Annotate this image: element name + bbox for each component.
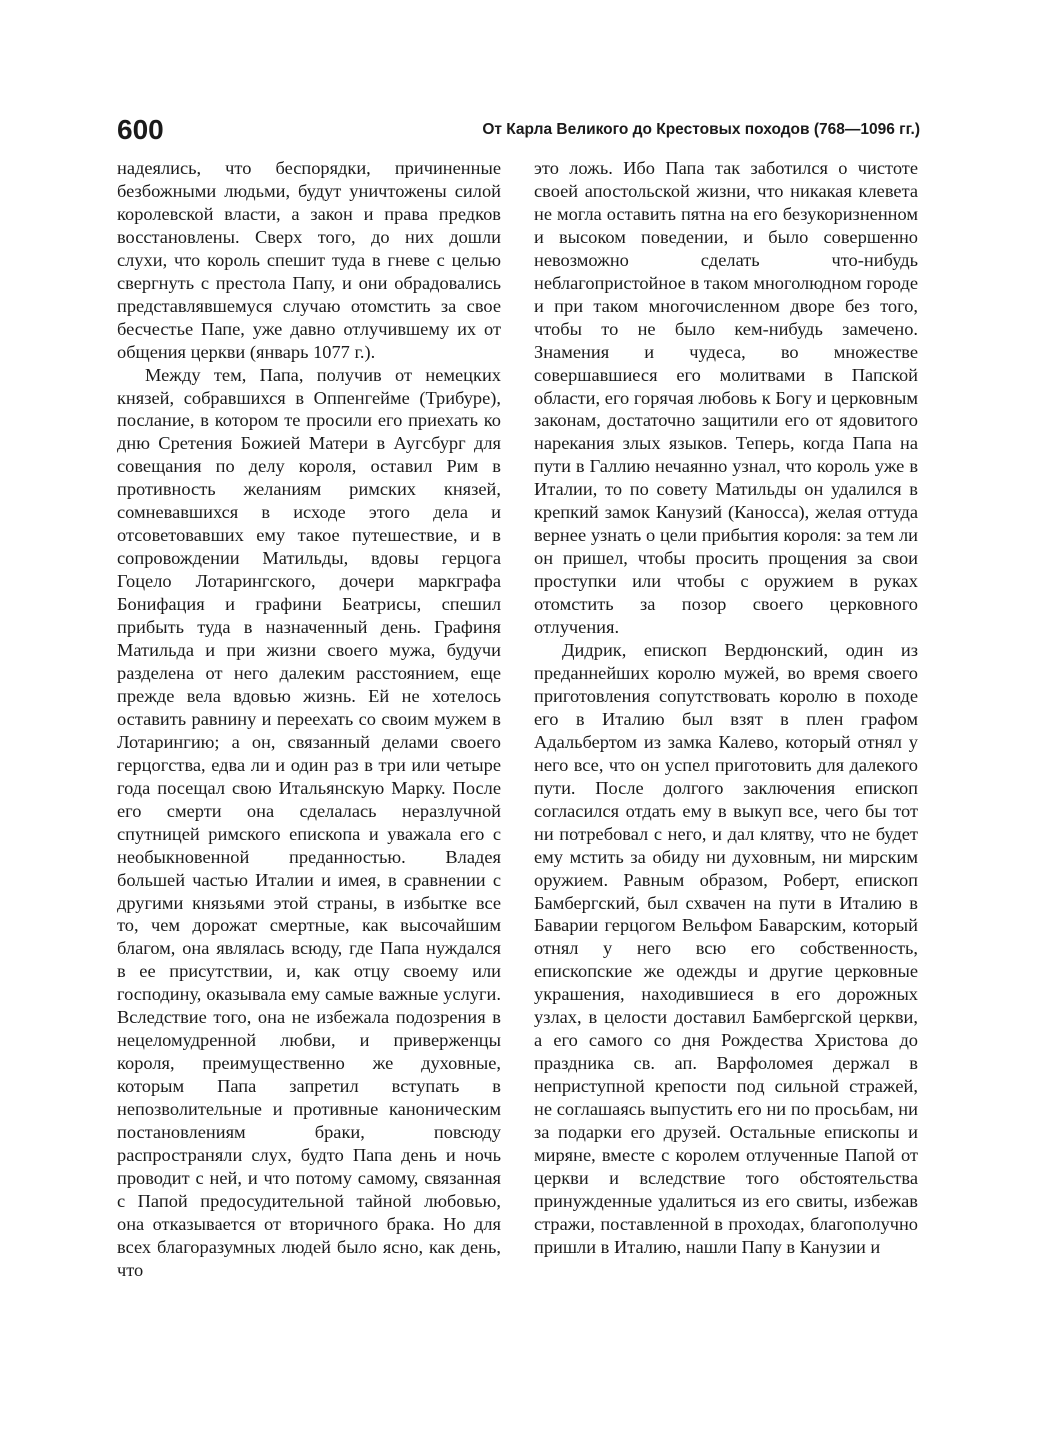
paragraph: надеялись, что беспорядки, причиненные безбожными людьми, будут уничтожены силой королевской власти, а закон и права предков восстановлены. Сверх того, до них дошли слухи, что король спешит туда в гневе с целью свергнуть с престола Папу, и они обрадовались представлявшемуся случаю отомстить за свое бесчестье Папе, уже давно отлучившему их от общения церкви (январь 1077 г.). bbox=[117, 158, 501, 362]
paragraph: это ложь. Ибо Папа так заботился о чистоте своей апостольской жизни, что никакая клевета не могла оставить пятна на его безукоризненном и высоком поведении, и было совершенно невозможно сделать что-нибудь неблагопристойное в таком многолюдном городе и при таком многочисленном дворе без того, чтобы то не было кем-нибудь замечено. Знамения и чудеса, во множестве совершавшиеся его молитвами в Папской области, его горячая любовь к Богу и церковным законам, достаточно защитили его от ядовитого нарекания злых языков. Теперь, когда Папа на пути в Галлию нечаянно узнал, что король уже в Италии, то по совету Матильды он удалился в крепкий замок Канузий (Каносса), желая оттуда вернее узнать о цели прибытия короля: за тем ли он пришел, чтобы просить прощения за свои проступки или чтобы с оружием в руках отомстить за позор своего церковного отлучения. bbox=[534, 158, 918, 638]
paragraph: Дидрик, епископ Вердюнский, один из преданнейших королю мужей, во время своего приготовления сопутствовать королю в походе его в Италию был взят в плен графом Адальбертом из замка Калево, который отнял у него все, что он успел приготовить для далекого пути. После долгого заключения епископ согласился отдать ему в выкуп все, чего бы тот ни потребовал с него, и дал клятву, что не будет ему мстить за обиду ни духовным, ни мирским оружием. Равным образом, Роберт, епископ Бамбергский, был схвачен на пути в Италию в Баварии герцогом Вельфом Баварским, который отнял у него всю его собственность, епископские же одежды и другие церковные украшения, находившиеся в его дорожных узлах, в целости доставил Бамбергской церкви, а его самого со дня Рождества Христова до праздника св. ап. Варфоломея держал в неприступной крепости под сильной стражей, не соглашаясь выпустить его ни по просьбам, ни за подарки его друзей. Остальные епископы и миряне, вместе с королем отлученные Папой от церкви и вследствие того обстоятельства принужденные удалиться из его свиты, избежав стражи, поставленной в проходах, благополучно пришли в Италию, нашли Папу в Канузии и bbox=[534, 640, 918, 1257]
page-number: 600 bbox=[117, 114, 164, 145]
paragraph: Между тем, Папа, получив от немецких князей, собравшихся в Оппенгейме (Трибуре), послание, в котором те просили его приехать ко дню Сретения Божией Матери в Аугсбург для совещания по делу короля, оставил Рим в противность желаниям римских князей, сомневавшихся в исходе этого дела и отсоветовавших ему такое путешествие, и в сопровождении Матильды, вдовы герцога Гоцело Лотарингского, дочери маркграфа Бонифация и графини Беатрисы, спешил прибыть туда в назначенный день. Графиня Матильда и при жизни своего мужа, будучи разделена от него далеким расстоянием, еще прежде вела вдовью жизнь. Ей не хотелось оставить равнину и переехать со своим мужем в Лотарингию; а он, связанный делами своего герцогства, едва ли и один раз в три или четыре года посещал свою Итальянскую Марку. После его смерти она сделалась неразлучной спутницей римского епископа и уважала его с необыкновенной преданностью. Владея большей частью Италии и имея, в сравнении с другими князьями этой страны, в избытке все то, чем дорожат смертные, как высочайшим благом, она являлась всюду, где Папа нуждался в ее присутствии, и, как отцу своему или господину, оказывала ему самые важные услуги. Вследствие того, она не избежала подозрения в нецеломудренной любви, и приверженцы короля, преимущественно же духовные, которым Папа запретил вступать в непозволительные и противные каноническим постановлениям браки, повсюду распространяли слух, будто Папа день и ночь проводит с ней, и что потому самому, связанная с Папой предосудительной тайной любовью, она отказывается от вторичного брака. Но для всех благоразумных людей было ясно, как день, что bbox=[117, 364, 501, 1280]
page-header bbox=[117, 114, 920, 146]
running-title: От Карла Великого до Крестовых походов (768—1096 гг.) bbox=[482, 121, 920, 138]
left-column bbox=[117, 157, 501, 1282]
right-column bbox=[534, 157, 918, 1259]
